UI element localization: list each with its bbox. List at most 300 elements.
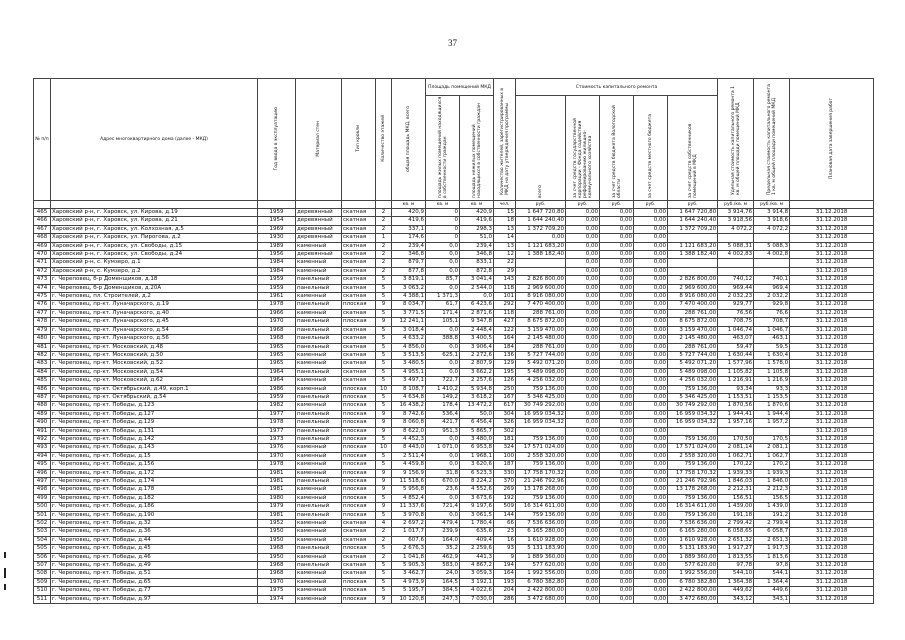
cell-cost-owners: 16 959 034,32 (668, 410, 718, 418)
cell-residents: 509 (494, 503, 516, 511)
cell-cost-owners (668, 427, 718, 435)
cell-roof-type: скатная (342, 368, 376, 376)
cell-year: 1965 (258, 351, 296, 359)
cell-year: 1964 (258, 368, 296, 376)
cell-unit-cost: 463,07 (718, 335, 754, 343)
cell-area-nonres: 346,8 (460, 251, 494, 259)
cell-max-cost: 1 578,0 (754, 360, 790, 368)
cell-address: Харовский р-н, г. Харовск, ул. Пирогова, д.2 (51, 234, 258, 242)
cell-cost-owners (668, 267, 718, 275)
cell-residents: 427 (494, 318, 516, 326)
cell-floors: 5 (376, 587, 392, 595)
cell-cost-owners: 2 558 320,00 (668, 452, 718, 460)
cell-year: 1968 (258, 570, 296, 578)
cell-address: г. Череповец, пр-кт. Победы, д.77 (51, 587, 258, 595)
cell-cost-total: 1 610 928,00 (516, 536, 566, 544)
table-row (34, 545, 874, 553)
cell-roof-type: скатная (342, 217, 376, 225)
cell-num: 482 (34, 351, 51, 359)
cell-cost-regional: 0,00 (600, 419, 634, 427)
cell-deadline: 31.12.2018 (790, 528, 874, 536)
cell-area-res: 0,0 (426, 511, 460, 519)
cell-total-area: 3 513,5 (392, 351, 426, 359)
cell-cost-total: 7 470 400,00 (516, 301, 566, 309)
cell-unit-cost: 2 032,23 (718, 293, 754, 301)
cell-area-nonres: 3 061,5 (460, 511, 494, 519)
cell-total-area: 8 108,7 (392, 385, 426, 393)
table-row (34, 452, 874, 460)
cell-deadline: 31.12.2018 (790, 351, 874, 359)
cell-wall-material: деревянный (296, 209, 342, 217)
cell-cost-regional: 0,00 (600, 335, 634, 343)
cell-total-area: 1 041,8 (392, 553, 426, 561)
cell-wall-material: каменный (296, 259, 342, 267)
cell-area-res: 171,4 (426, 309, 460, 317)
cell-area-nonres: 3 620,6 (460, 461, 494, 469)
cell-deadline: 31.12.2018 (790, 318, 874, 326)
cell-wall-material: панельный (296, 419, 342, 427)
cell-year: 1986 (258, 385, 296, 393)
cell-cost-owners: 30 749 292,00 (668, 402, 718, 410)
cell-unit-cost: 1 870,56 (718, 402, 754, 410)
cell-year: 1976 (258, 444, 296, 452)
cell-residents: 136 (494, 351, 516, 359)
cell-roof-type: скатная (342, 562, 376, 570)
cell-wall-material: панельный (296, 427, 342, 435)
cell-num: 503 (34, 528, 51, 536)
col-header-cost-fund: за счет средств государственной корпорации - Фонда содействия реформированию жилищно-коммунального хозяйства (566, 96, 600, 201)
cell-deadline: 31.12.2018 (790, 452, 874, 460)
cell-floors: 2 (376, 242, 392, 250)
cell-deadline: 31.12.2018 (790, 377, 874, 385)
cell-num: 488 (34, 402, 51, 410)
cell-cost-regional: 0,00 (600, 536, 634, 544)
cell-cost-owners: 288 761,00 (668, 343, 718, 351)
cell-roof-type: плоская (342, 461, 376, 469)
cell-address: г. Череповец, б-р Доменщиков, д.18 (51, 276, 258, 284)
table-row (34, 536, 874, 544)
cell-cost-fund: 0,00 (566, 276, 600, 284)
cell-cost-total: 16 959 034,32 (516, 419, 566, 427)
cell-deadline: 31.12.2018 (790, 251, 874, 259)
cell-area-nonres: 5 865,7 (460, 427, 494, 435)
cell-area-nonres: 6 953,8 (460, 444, 494, 452)
cell-max-cost: 1 939,3 (754, 469, 790, 477)
cell-address: г. Череповец, пр-кт. Победы, д.182 (51, 494, 258, 502)
cell-cost-owners: 288 761,00 (668, 309, 718, 317)
cell-cost-total: 1 992 556,00 (516, 570, 566, 578)
cell-cost-fund: 0,00 (566, 393, 600, 401)
table-row (34, 595, 874, 603)
cell-residents: 187 (494, 461, 516, 469)
col-header-floors: Количество этажей (376, 79, 392, 201)
cell-num: 495 (34, 461, 51, 469)
cell-area-res: 247,3 (426, 595, 460, 603)
cell-area-res: 0,0 (426, 435, 460, 443)
cell-residents: 118 (494, 284, 516, 292)
cell-max-cost: 1 216,9 (754, 377, 790, 385)
cell-area-res: 23,6 (426, 486, 460, 494)
cell-roof-type: скатная (342, 343, 376, 351)
cell-cost-local: 0,00 (634, 318, 668, 326)
table-row (34, 494, 874, 502)
cell-cost-fund: 0,00 (566, 520, 600, 528)
cell-cost-local: 0,00 (634, 486, 668, 494)
cell-cost-regional: 0,00 (600, 293, 634, 301)
cell-wall-material: панельный (296, 393, 342, 401)
cell-area-nonres: 298,3 (460, 225, 494, 233)
cell-roof-type: скатная (342, 536, 376, 544)
cell-year: 1982 (258, 402, 296, 410)
cell-area-res: 951,3 (426, 427, 460, 435)
cell-max-cost: 59,5 (754, 343, 790, 351)
cell-deadline: 31.12.2018 (790, 595, 874, 603)
table-row (34, 402, 874, 410)
cell-year: 1981 (258, 469, 296, 477)
cell-address: г. Череповец, пр-кт. Луначарского, д.45 (51, 318, 258, 326)
cell-deadline: 31.12.2018 (790, 469, 874, 477)
cell-cost-fund: 0,00 (566, 511, 600, 519)
cell-year: 1965 (258, 343, 296, 351)
cell-roof-type: скатная (342, 209, 376, 217)
cell-residents: 13 (494, 242, 516, 250)
cell-cost-local: 0,00 (634, 234, 668, 242)
cell-floors: 5 (376, 578, 392, 586)
cell-residents: 144 (494, 511, 516, 519)
cell-cost-regional: 0,00 (600, 318, 634, 326)
cell-num: 465 (34, 209, 51, 217)
cell-cost-regional: 0,00 (600, 578, 634, 586)
cell-unit-cost: 969,44 (718, 284, 754, 292)
cell-cost-total: 4 256 032,00 (516, 377, 566, 385)
cell-deadline: 31.12.2018 (790, 217, 874, 225)
cell-cost-local: 0,00 (634, 393, 668, 401)
cell-area-nonres: 3 673,6 (460, 494, 494, 502)
cell-area-nonres: 2 807,9 (460, 360, 494, 368)
cell-floors: 5 (376, 351, 392, 359)
cell-roof-type: плоская (342, 410, 376, 418)
cell-area-nonres: 420,9 (460, 209, 494, 217)
cell-residents: 269 (494, 486, 516, 494)
cell-num: 494 (34, 452, 51, 460)
cell-max-cost: 76,6 (754, 309, 790, 317)
cell-cost-local: 0,00 (634, 419, 668, 427)
cell-address: г. Череповец, пр-кт. Московский, д.52 (51, 360, 258, 368)
cell-floors: 9 (376, 503, 392, 511)
cell-num: 510 (34, 587, 51, 595)
cell-max-cost: 740,1 (754, 276, 790, 284)
cell-cost-regional: 0,00 (600, 385, 634, 393)
cell-cost-regional: 0,00 (600, 276, 634, 284)
table-row (34, 209, 874, 217)
cell-year: 1956 (258, 251, 296, 259)
cell-max-cost: 1 957,2 (754, 419, 790, 427)
cell-cost-fund: 0,00 (566, 251, 600, 259)
col-header-num: № п/п (34, 79, 51, 201)
col-header-roof-type: Тип кровли (342, 79, 376, 201)
cell-total-area: 877,8 (392, 267, 426, 275)
cell-residents: 250 (494, 385, 516, 393)
cell-unit-cost: 1 846,03 (718, 478, 754, 486)
cell-total-area: 2 697,2 (392, 520, 426, 528)
cell-total-area: 8 443,0 (392, 444, 426, 452)
cell-cost-local: 0,00 (634, 351, 668, 359)
table-row (34, 503, 874, 511)
cell-cost-local: 0,00 (634, 562, 668, 570)
cell-total-area: 4 633,2 (392, 335, 426, 343)
cell-unit-cost: 93,34 (718, 385, 754, 393)
cell-deadline: 31.12.2018 (790, 402, 874, 410)
cell-max-cost: 343,1 (754, 595, 790, 603)
cell-cost-fund: 0,00 (566, 435, 600, 443)
cell-year: 1973 (258, 435, 296, 443)
cell-deadline: 31.12.2018 (790, 209, 874, 217)
cell-cost-total: 2 422 800,00 (516, 587, 566, 595)
cell-max-cost: 2 081,1 (754, 444, 790, 452)
cell-deadline: 31.12.2018 (790, 419, 874, 427)
cell-residents: 93 (494, 545, 516, 553)
cell-num: 498 (34, 486, 51, 494)
cell-residents: 14 (494, 234, 516, 242)
cell-wall-material: панельный (296, 343, 342, 351)
cell-residents: 192 (494, 494, 516, 502)
cell-roof-type: скатная (342, 276, 376, 284)
cell-unit-cost: 544,10 (718, 570, 754, 578)
cell-area-nonres: 3 480,0 (460, 435, 494, 443)
cell-cost-local: 0,00 (634, 528, 668, 536)
cell-cost-fund: 0,00 (566, 360, 600, 368)
cell-address: Харовский р-н, г. Харовск, ул. Кирова, д.21 (51, 217, 258, 225)
cell-max-cost: 156,5 (754, 494, 790, 502)
col-header-max-cost: Предельная стоимость капитального ремонта 1 кв. м общей площади помещений МКД (754, 79, 790, 201)
cell-cost-local: 0,00 (634, 267, 668, 275)
table-row (34, 351, 874, 359)
cell-roof-type: скатная (342, 309, 376, 317)
cell-year: 1950 (258, 536, 296, 544)
table-row (34, 335, 874, 343)
cell-roof-type: скатная (342, 242, 376, 250)
cell-roof-type: скатная (342, 225, 376, 233)
cell-cost-fund: 0,00 (566, 494, 600, 502)
cell-address: г. Череповец, пр-кт. Победы, д.51 (51, 570, 258, 578)
cell-num: 496 (34, 469, 51, 477)
cell-cost-fund: 0,00 (566, 419, 600, 427)
cell-cost-local: 0,00 (634, 553, 668, 561)
cell-area-res: 0,0 (426, 284, 460, 292)
cell-total-area: 4 955,1 (392, 368, 426, 376)
cell-year: 1950 (258, 553, 296, 561)
cell-address: г. Череповец, пр-кт. Луначарского, д.54 (51, 326, 258, 334)
cell-residents: 370 (494, 478, 516, 486)
cell-max-cost: 1 630,4 (754, 351, 790, 359)
cell-cost-total: 6 165 280,00 (516, 528, 566, 536)
cell-max-cost: 1 944,4 (754, 410, 790, 418)
cell-unit-cost: 1 813,55 (718, 553, 754, 561)
cell-address: г. Череповец, пр-кт. Луначарского, д.19 (51, 301, 258, 309)
cell-address: г. Череповец, пр-кт. Победы, д.190 (51, 511, 258, 519)
cell-max-cost: 1 153,5 (754, 393, 790, 401)
cell-deadline: 31.12.2018 (790, 360, 874, 368)
cell-cost-owners: 5 727 744,00 (668, 351, 718, 359)
cell-num: 509 (34, 578, 51, 586)
cell-wall-material: каменный (296, 494, 342, 502)
cell-cost-local: 0,00 (634, 520, 668, 528)
cell-num: 480 (34, 335, 51, 343)
col-header-address: Адрес многоквартирного дома (далее - МКД) (51, 79, 258, 201)
cell-cost-regional: 0,00 (600, 259, 634, 267)
cell-wall-material: каменный (296, 444, 342, 452)
cell-cost-regional: 0,00 (600, 486, 634, 494)
cell-area-nonres: 2 272,6 (460, 351, 494, 359)
cell-area-res: 0,0 (426, 267, 460, 275)
cell-year: 1969 (258, 225, 296, 233)
cell-floors: 5 (376, 276, 392, 284)
cell-unit-cost: 1 439,00 (718, 503, 754, 511)
cell-area-nonres: 872,8 (460, 267, 494, 275)
table-row (34, 385, 874, 393)
cell-unit-cost: 1 957,16 (718, 419, 754, 427)
cell-area-nonres: 2 259,6 (460, 545, 494, 553)
col-header-cost-total: всего (516, 96, 566, 201)
cell-roof-type: плоская (342, 578, 376, 586)
binding-mark (4, 568, 6, 578)
unit-cell: руб. (668, 201, 718, 209)
cell-area-nonres: 6 423,6 (460, 301, 494, 309)
cell-wall-material: панельный (296, 318, 342, 326)
cell-wall-material: деревянный (296, 217, 342, 225)
cell-wall-material: каменный (296, 309, 342, 317)
cell-cost-local: 0,00 (634, 478, 668, 486)
cell-cost-regional: 0,00 (600, 217, 634, 225)
cell-residents: 129 (494, 360, 516, 368)
cell-unit-cost: 1 153,51 (718, 393, 754, 401)
cell-address: Харовский р-н, г. Харовск, ул. Свободы, д.24 (51, 251, 258, 259)
cell-cost-owners: 759 136,00 (668, 494, 718, 502)
cell-total-area: 174,6 (392, 234, 426, 242)
cell-cost-owners: 7 470 400,00 (668, 301, 718, 309)
cell-deadline: 31.12.2018 (790, 578, 874, 586)
cell-year: 1977 (258, 410, 296, 418)
cell-deadline: 31.12.2018 (790, 545, 874, 553)
cell-floors: 5 (376, 309, 392, 317)
cell-cost-fund: 0,00 (566, 284, 600, 292)
cell-cost-owners: 1 121 683,20 (668, 242, 718, 250)
cell-max-cost: 3 918,6 (754, 217, 790, 225)
cell-wall-material: каменный (296, 351, 342, 359)
cell-wall-material: каменный (296, 486, 342, 494)
cell-cost-total: 577 620,00 (516, 562, 566, 570)
cell-year: 1978 (258, 461, 296, 469)
header-group-row (34, 79, 874, 96)
cell-max-cost: 1 870,6 (754, 402, 790, 410)
cell-area-nonres: 3 662,2 (460, 368, 494, 376)
table-row (34, 587, 874, 595)
cell-area-res: 625,1 (426, 351, 460, 359)
cell-address: г. Череповец, пр-кт. Луначарского, д.40 (51, 309, 258, 317)
table-row (34, 217, 874, 225)
cell-cost-total: 3 472 680,00 (516, 595, 566, 603)
table-row (34, 225, 874, 233)
cell-address: г. Череповец, пр-кт. Победы, д.123 (51, 402, 258, 410)
cell-year: 1981 (258, 486, 296, 494)
table-row (34, 469, 874, 477)
cell-total-area: 3 970,8 (392, 511, 426, 519)
cell-floors: 9 (376, 469, 392, 477)
cell-floors: 5 (376, 545, 392, 553)
cell-area-nonres: 3 400,5 (460, 335, 494, 343)
cell-cost-owners: 6 165 280,00 (668, 528, 718, 536)
cell-deadline: 31.12.2018 (790, 520, 874, 528)
cell-wall-material: каменный (296, 377, 342, 385)
cell-num: 469 (34, 242, 51, 250)
cell-floors: 2 (376, 528, 392, 536)
unit-cell: руб./кв. м (718, 201, 754, 209)
page-number: 37 (448, 38, 457, 48)
cell-max-cost: 463,1 (754, 335, 790, 343)
cell-num: 486 (34, 385, 51, 393)
cell-cost-fund: 0,00 (566, 503, 600, 511)
cell-wall-material: панельный (296, 503, 342, 511)
cell-wall-material: панельный (296, 301, 342, 309)
cell-floors: 9 (376, 410, 392, 418)
cell-total-area: 16 438,2 (392, 402, 426, 410)
cell-cost-fund: 0,00 (566, 225, 600, 233)
cell-total-area: 2 676,3 (392, 545, 426, 553)
cell-cost-total: 21 246 792,96 (516, 478, 566, 486)
cell-max-cost: 170,5 (754, 435, 790, 443)
cell-cost-local: 0,00 (634, 335, 668, 343)
cell-unit-cost: 1 105,82 (718, 368, 754, 376)
cell-roof-type: плоская (342, 494, 376, 502)
cell-cost-fund: 0,00 (566, 343, 600, 351)
cell-num: 501 (34, 511, 51, 519)
cell-year: 1974 (258, 595, 296, 603)
cell-year: 1984 (258, 259, 296, 267)
cell-unit-cost: 449,62 (718, 587, 754, 595)
cell-roof-type: плоская (342, 595, 376, 603)
cell-area-nonres: 239,4 (460, 242, 494, 250)
cell-cost-owners (668, 259, 718, 267)
cell-wall-material: каменный (296, 402, 342, 410)
cell-cost-total: 1 647 720,80 (516, 209, 566, 217)
table-row (34, 326, 874, 334)
cell-cost-owners: 1 372 709,20 (668, 225, 718, 233)
cell-floors: 2 (376, 251, 392, 259)
cell-area-res: 164,0 (426, 536, 460, 544)
cell-floors: 5 (376, 461, 392, 469)
cell-area-nonres: 833,1 (460, 259, 494, 267)
cell-deadline: 31.12.2018 (790, 494, 874, 502)
cell-floors: 2 (376, 209, 392, 217)
cell-cost-local: 0,00 (634, 536, 668, 544)
table-row (34, 562, 874, 570)
cell-floors: 2 (376, 217, 392, 225)
cell-floors: 1 (376, 234, 392, 242)
cell-unit-cost: 2 651,32 (718, 536, 754, 544)
cell-cost-local: 0,00 (634, 545, 668, 553)
cell-area-res: 105,1 (426, 318, 460, 326)
cell-unit-cost: 97,78 (718, 562, 754, 570)
cell-area-res: 85,7 (426, 276, 460, 284)
cell-max-cost: 2 032,2 (754, 293, 790, 301)
cell-num: 468 (34, 234, 51, 242)
cell-wall-material: панельный (296, 435, 342, 443)
cell-cost-fund: 0,00 (566, 301, 600, 309)
cell-residents: 13 (494, 225, 516, 233)
cell-deadline: 31.12.2018 (790, 276, 874, 284)
cell-year: 1961 (258, 293, 296, 301)
cell-floors: 9 (376, 301, 392, 309)
